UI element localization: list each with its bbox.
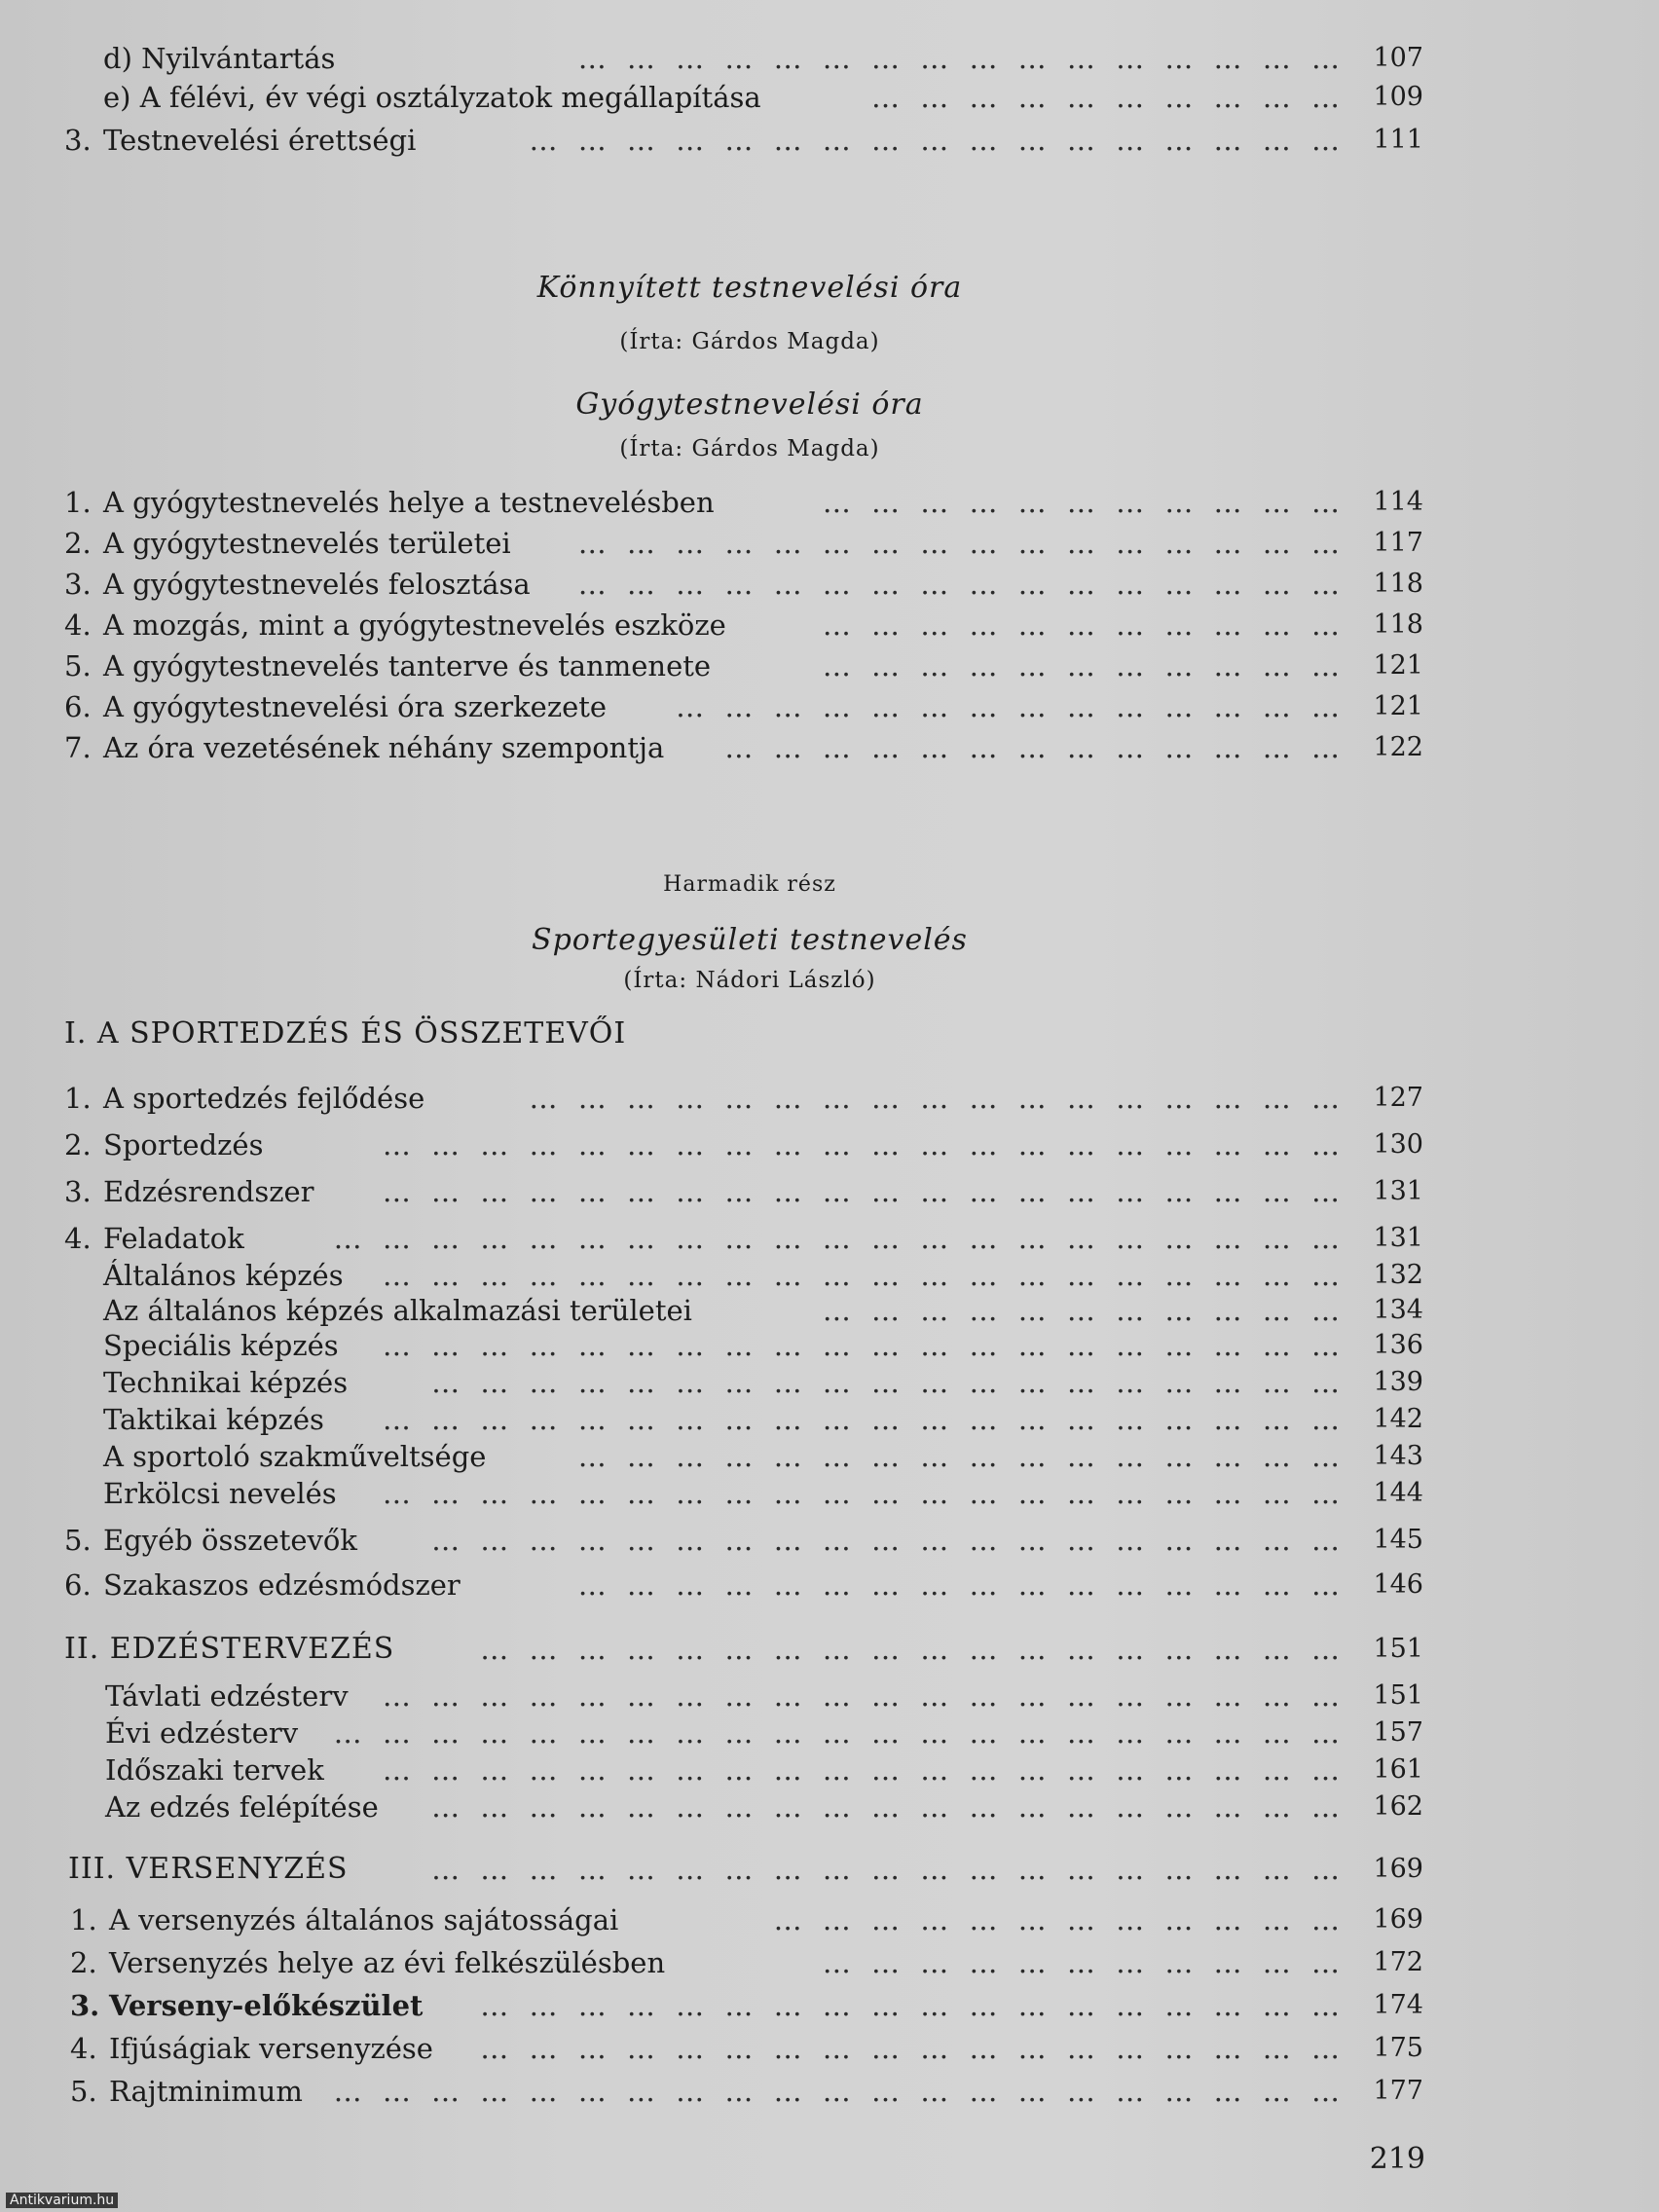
leader-dots: … … … … … … … … … … … <box>822 1294 1346 1327</box>
leader-dots: … … … … … … … … … … … … … … … … … … … … <box>382 1128 1346 1161</box>
toc-entry <box>64 687 1423 726</box>
entry-page: 109 <box>1373 82 1423 112</box>
entry-number: 4. <box>70 2032 97 2065</box>
chapter-heading: III. VERSENYZÉS <box>68 1852 349 1886</box>
toc-subentry <box>64 1437 1423 1476</box>
toc-subentry <box>64 1326 1423 1365</box>
toc-entry <box>64 78 1423 117</box>
entry-page: 151 <box>1373 1680 1423 1711</box>
leader-dots: … … … … … … … … … … … … … <box>724 731 1346 764</box>
entry-label: Edzésrendszer <box>103 1175 314 1208</box>
entry-label: Sportedzés <box>103 1128 264 1161</box>
toc-entry <box>64 1566 1423 1604</box>
entry-number: 3. <box>70 1989 100 2022</box>
leader-dots: … … … … … … … … … … … … … … … … <box>577 527 1346 560</box>
leader-dots: … … … … … … … … … … … … … … … … <box>577 1440 1346 1473</box>
entry-label: Verseny-előkészület <box>109 1989 424 2022</box>
page-number: 219 <box>1369 2142 1425 2176</box>
toc-entry <box>64 1943 1423 1982</box>
entry-page: 118 <box>1373 569 1423 599</box>
entry-label: A gyógytestnevelés helye a testnevelésben <box>103 486 715 519</box>
toc-entry <box>64 1219 1423 1258</box>
entry-number: 5. <box>64 1524 92 1557</box>
entry-page: 121 <box>1373 691 1423 721</box>
entry-label: Általános képzés <box>103 1259 344 1292</box>
entry-label: Időszaki tervek <box>105 1753 324 1787</box>
toc-subentry <box>64 1291 1423 1330</box>
leader-dots: … … … … … … … … … … … … … … … … … … … <box>431 1853 1346 1886</box>
leader-dots: … … … … … … … … … … … <box>822 1946 1346 1979</box>
leader-dots: … … … … … … … … … … … … … … … … … … … … <box>382 1403 1346 1436</box>
entry-page: 172 <box>1373 1947 1423 1977</box>
entry-page: 161 <box>1373 1754 1423 1785</box>
leader-dots: … … … … … … … … … … … <box>822 649 1346 682</box>
entry-page: 122 <box>1373 732 1423 762</box>
leader-dots: … … … … … … … … … … … … … … … … … … … … <box>382 1477 1346 1510</box>
leader-dots: … … … … … … … … … … … … … … … … … … <box>480 1989 1346 2022</box>
toc-entry <box>64 1125 1423 1164</box>
leader-dots: … … … … … … … … … … … … … … … … <box>577 568 1346 601</box>
entry-label: Erkölcsi nevelés <box>103 1477 337 1510</box>
entry-number: 4. <box>64 1222 92 1255</box>
entry-label: d) Nyilvántartás <box>103 42 336 75</box>
entry-number: 3. <box>64 124 92 157</box>
entry-number: 4. <box>64 608 92 642</box>
toc-subentry <box>64 1677 1423 1715</box>
entry-number: 5. <box>70 2075 97 2108</box>
part-author: (Írta: Nádori László) <box>623 968 876 993</box>
leader-dots: … … … … … … … … … … … … … … … … … … <box>480 1633 1346 1666</box>
entry-page: 134 <box>1373 1295 1423 1325</box>
entry-page: 162 <box>1373 1791 1423 1822</box>
entry-number: 7. <box>64 731 92 764</box>
toc-entry <box>64 1900 1423 1939</box>
toc-entry <box>64 1172 1423 1211</box>
entry-number: 1. <box>70 1903 97 1936</box>
entry-label: Speciális képzés <box>103 1329 339 1362</box>
leader-dots: … … … … … … … … … … … <box>822 486 1346 519</box>
entry-label: Taktikai képzés <box>103 1403 324 1436</box>
entry-label: A mozgás, mint a gyógytestnevelés eszköze <box>103 608 726 642</box>
entry-label: A versenyzés általános sajátosságai <box>109 1903 619 1936</box>
entry-label: Az általános képzés alkalmazási területei <box>103 1294 692 1327</box>
toc-subentry <box>64 1714 1423 1752</box>
entry-page: 130 <box>1373 1129 1423 1160</box>
leader-dots: … … … … … … … … … … … … … … … … <box>577 1568 1346 1602</box>
toc-subentry <box>64 1256 1423 1295</box>
leader-dots: … … … … … … … … … … … … … … … … … … <box>480 2032 1346 2065</box>
entry-page: 131 <box>1373 1223 1423 1253</box>
entry-number: 6. <box>64 690 92 723</box>
entry-page: 132 <box>1373 1260 1423 1290</box>
leader-dots: … … … … … … … … … … … … … … … … … … … … <box>382 1329 1346 1362</box>
entry-page: 142 <box>1373 1404 1423 1434</box>
toc-entry <box>64 1521 1423 1560</box>
entry-label: Testnevelési érettségi <box>103 124 417 157</box>
toc-subentry <box>64 1400 1423 1439</box>
leader-dots: … … … … … … … … … … … … <box>773 1903 1346 1936</box>
entry-page: 177 <box>1373 2076 1423 2106</box>
entry-page: 169 <box>1373 1904 1423 1935</box>
leader-dots: … … … … … … … … … … … … … … … … <box>577 42 1346 75</box>
entry-page: 169 <box>1373 1854 1423 1884</box>
entry-page: 131 <box>1373 1176 1423 1206</box>
entry-label: A gyógytestnevelés felosztása <box>103 568 531 601</box>
entry-label: Az óra vezetésének néhány szempontja <box>103 731 665 764</box>
watermark-logo: Antikvarium.hu <box>6 2193 118 2208</box>
leader-dots: … … … … … … … … … … … … … … … … … … … … <box>382 1679 1346 1713</box>
entry-page: 117 <box>1373 528 1423 558</box>
entry-number: 2. <box>64 527 92 560</box>
entry-label: A gyógytestnevelés területei <box>103 527 511 560</box>
section-title: Gyógytestnevelési óra <box>575 387 924 422</box>
toc-entry <box>64 1079 1423 1118</box>
entry-page: 139 <box>1373 1367 1423 1397</box>
leader-dots: … … … … … … … … … … … … … … … … … … … … … <box>333 1716 1346 1750</box>
entry-page: 157 <box>1373 1717 1423 1748</box>
entry-number: 3. <box>64 1175 92 1208</box>
chapter-line <box>64 1850 1423 1889</box>
entry-page: 145 <box>1373 1525 1423 1555</box>
entry-number: 6. <box>64 1568 92 1602</box>
toc-entry <box>64 2072 1423 2111</box>
entry-number: 5. <box>64 649 92 682</box>
chapter-line <box>64 1630 1423 1669</box>
entry-page: 143 <box>1373 1441 1423 1471</box>
section-author: (Írta: Gárdos Magda) <box>619 329 880 354</box>
toc-entry <box>64 39 1423 78</box>
entry-number: 1. <box>64 1082 92 1115</box>
section-author: (Írta: Gárdos Magda) <box>619 436 880 461</box>
toc-entry <box>64 728 1423 767</box>
entry-page: 136 <box>1373 1330 1423 1360</box>
entry-number: 1. <box>64 486 92 519</box>
toc-entry <box>64 524 1423 563</box>
entry-label: Egyéb összetevők <box>103 1524 357 1557</box>
leader-dots: … … … … … … … … … … <box>871 81 1346 114</box>
toc-entry <box>64 565 1423 604</box>
leader-dots: … … … … … … … … … … … … … … … … … <box>529 1082 1346 1115</box>
chapter-heading: II. EDZÉSTERVEZÉS <box>64 1632 395 1666</box>
toc-entry <box>64 121 1423 160</box>
chapter-heading: I. A SPORTEDZÉS ÉS ÖSSZETEVŐI <box>64 1016 627 1051</box>
entry-page: 144 <box>1373 1478 1423 1508</box>
entry-page: 121 <box>1373 650 1423 681</box>
toc-entry <box>64 606 1423 645</box>
toc-subentry <box>64 1788 1423 1826</box>
entry-page: 114 <box>1373 487 1423 517</box>
leader-dots: … … … … … … … … … … … … … … … … … … … <box>431 1366 1346 1399</box>
toc-entry <box>64 646 1423 685</box>
entry-page: 175 <box>1373 2033 1423 2063</box>
entry-label: Feladatok <box>103 1222 244 1255</box>
leader-dots: … … … … … … … … … … … … … … … … … … … … <box>382 1259 1346 1292</box>
toc-subentry <box>64 1751 1423 1789</box>
leader-dots: … … … … … … … … … … … … … … … … … … … … <box>382 1175 1346 1208</box>
leader-dots: … … … … … … … … … … … … … … … … … … … <box>431 1790 1346 1824</box>
entry-label: A sportedzés fejlődése <box>103 1082 425 1115</box>
toc-entry <box>64 483 1423 522</box>
leader-dots: … … … … … … … … … … … … … … … … … … … … … <box>333 1222 1346 1255</box>
entry-number: 3. <box>64 568 92 601</box>
entry-label: Évi edzésterv <box>105 1716 299 1750</box>
entry-number: 2. <box>64 1128 92 1161</box>
entry-page: 151 <box>1373 1634 1423 1664</box>
entry-label: Ifjúságiak versenyzése <box>109 2032 433 2065</box>
entry-number: 2. <box>70 1946 97 1979</box>
entry-label: Szakaszos edzésmódszer <box>103 1568 461 1602</box>
entry-label: Versenyzés helye az évi felkészülésben <box>109 1946 666 1979</box>
entry-label: Távlati edzésterv <box>105 1679 349 1713</box>
entry-label: A gyógytestnevelési óra szerkezete <box>103 690 608 723</box>
entry-label: A sportoló szakműveltsége <box>103 1440 487 1473</box>
section-title: Könnyített testnevelési óra <box>536 271 963 305</box>
toc-entry <box>64 1986 1423 2025</box>
entry-page: 118 <box>1373 609 1423 640</box>
leader-dots: … … … … … … … … … … … … … … … … … … … … … <box>333 2075 1346 2108</box>
entry-page: 174 <box>1373 1990 1423 2020</box>
leader-dots: … … … … … … … … … … … … … … <box>676 690 1346 723</box>
part-title: Sportegyesületi testnevelés <box>532 923 968 957</box>
entry-page: 107 <box>1373 43 1423 73</box>
entry-page: 111 <box>1373 125 1423 155</box>
entry-label: Technikai képzés <box>103 1366 349 1399</box>
toc-subentry <box>64 1474 1423 1513</box>
leader-dots: … … … … … … … … … … … <box>822 608 1346 642</box>
leader-dots: … … … … … … … … … … … … … … … … … <box>529 124 1346 157</box>
toc-entry <box>64 2029 1423 2068</box>
entry-label: A gyógytestnevelés tanterve és tanmenete <box>103 649 712 682</box>
leader-dots: … … … … … … … … … … … … … … … … … … … <box>431 1524 1346 1557</box>
part-label: Harmadik rész <box>663 872 836 897</box>
entry-label: e) A félévi, év végi osztályzatok megállapítása <box>103 81 761 114</box>
leader-dots: … … … … … … … … … … … … … … … … … … … … <box>382 1753 1346 1787</box>
entry-page: 146 <box>1373 1569 1423 1600</box>
entry-label: Rajtminimum <box>109 2075 303 2108</box>
entry-page: 127 <box>1373 1083 1423 1113</box>
entry-label: Az edzés felépítése <box>105 1790 379 1824</box>
toc-subentry <box>64 1363 1423 1402</box>
